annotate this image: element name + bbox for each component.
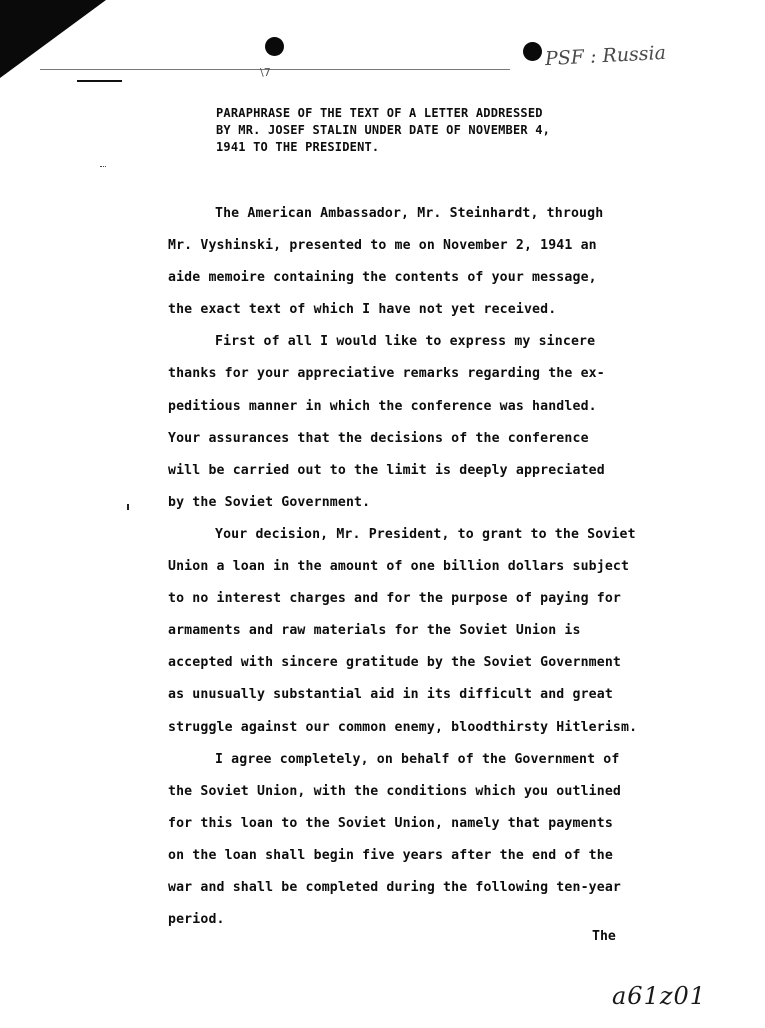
body-line: armaments and raw materials for the Soviet Union is	[168, 623, 581, 639]
body-line: as unusually substantial aid in its difficult and great	[168, 687, 613, 703]
handwritten-file-note: PSF : Russia	[544, 41, 667, 71]
body-line: Union a loan in the amount of one billion dollars subject	[168, 559, 630, 575]
body-line: peditious manner in which the conference was handled.	[168, 398, 597, 414]
body-line: period.	[168, 912, 225, 928]
continuation-catchword: The	[592, 929, 616, 944]
body-line: thanks for your appreciative remarks regarding the ex-	[168, 366, 605, 382]
paragraph	[168, 326, 713, 519]
margin-tick-mark	[100, 166, 106, 173]
heading-line: PARAPHRASE OF THE TEXT OF A LETTER ADDRESSED	[216, 106, 543, 120]
paragraph	[168, 198, 713, 326]
body-line: Your decision, Mr. President, to grant to the Soviet	[215, 526, 636, 542]
paragraph	[168, 519, 713, 744]
archive-number: a61z01	[612, 982, 707, 1010]
top-rule-line	[40, 69, 510, 70]
punch-hole-right	[523, 42, 542, 61]
body-line: Mr. Vyshinski, presented to me on November 2, 1941 an	[168, 238, 597, 254]
corner-scan-mark	[0, 0, 106, 78]
body-line: The American Ambassador, Mr. Steinhardt, through	[215, 206, 604, 221]
body-line: to no interest charges and for the purpose of paying for	[168, 591, 622, 607]
heading-line: BY MR. JOSEF STALIN UNDER DATE OF NOVEMBER 4,	[216, 123, 551, 137]
body-line: First of all I would like to express my sincere	[215, 334, 596, 350]
body-line: Your assurances that the decisions of the conference	[168, 430, 589, 446]
body-line: accepted with sincere gratitude by the Soviet Government	[168, 655, 622, 671]
body-line: by the Soviet Government.	[168, 494, 371, 510]
small-pencil-mark: \7	[260, 66, 271, 79]
body-line: the Soviet Union, with the conditions which you outlined	[168, 783, 622, 799]
body-line: will be carried out to the limit is deeply appreciated	[168, 462, 605, 478]
body-line: war and shall be completed during the following ten-year	[168, 879, 622, 895]
letter-body	[168, 198, 713, 936]
body-line: I agree completely, on behalf of the Government of	[215, 751, 620, 767]
body-line: on the loan shall begin five years after the end of the	[168, 847, 613, 863]
heading-line: 1941 TO THE PRESIDENT.	[216, 140, 380, 154]
document-heading	[216, 105, 656, 156]
body-line: struggle against our common enemy, bloodthirsty Hitlerism.	[168, 719, 638, 735]
body-line: for this loan to the Soviet Union, namely that payments	[168, 815, 613, 831]
margin-dot	[127, 504, 129, 510]
paragraph	[168, 744, 713, 937]
margin-dash	[77, 80, 122, 82]
punch-hole-left	[265, 37, 284, 56]
body-line: the exact text of which I have not yet received.	[168, 302, 557, 318]
body-line: aide memoire containing the contents of your message,	[168, 270, 597, 286]
